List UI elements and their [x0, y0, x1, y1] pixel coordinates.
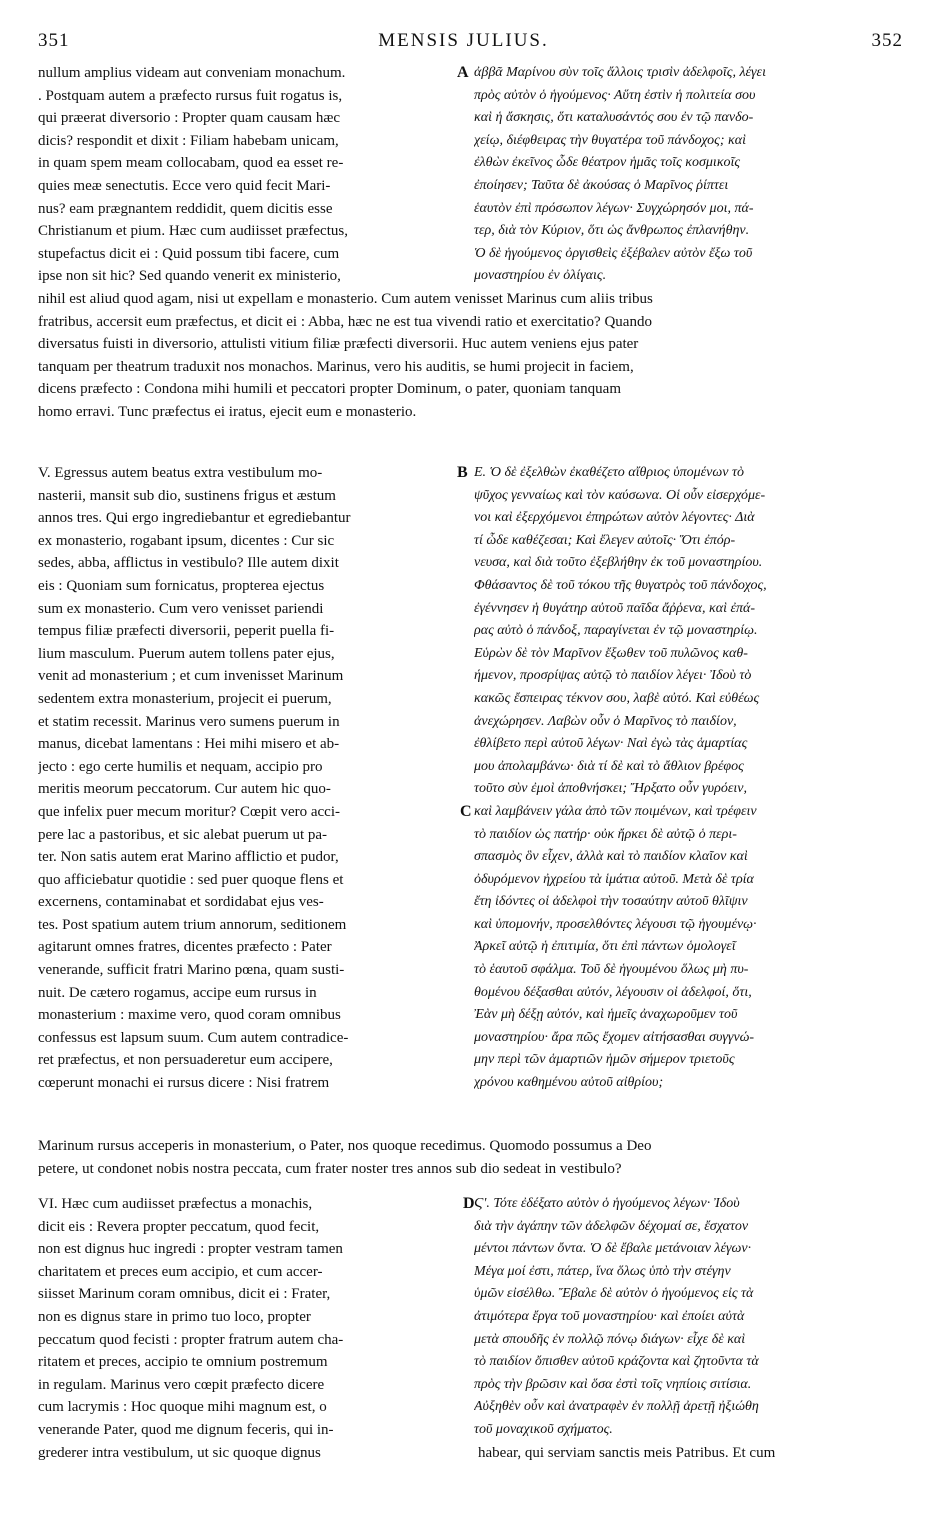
- text-line: πρὸς αὐτὸν ὁ ἡγούμενος· Αὕτη ἐστὶν ἡ πολιτεία σου: [474, 87, 756, 103]
- text-line: Φθάσαντος δὲ τοῦ τόκου τῆς θυγατρὸς τοῦ πάνδοχος,: [474, 577, 767, 593]
- text-line: ἀνεχώρησεν. Λαβὼν οὖν ὁ Μαρῖνος τὸ παιδίον,: [474, 713, 737, 729]
- text-line: Marinum rursus acceperis in monasterium, o Pater, nos quoque recedimus. Quomodo possumus a Deo: [38, 1138, 652, 1154]
- text-line: καὶ ἡ ἄσκησις, ὅτι καταλυσάντός σου ἐν τῷ πανδο-: [474, 110, 754, 126]
- text-line: non est dignus huc ingredi : propter vestram tamen: [38, 1241, 343, 1258]
- text-line: ex monasterio, rogabant ipsum, dicentes : Cur sic: [38, 532, 335, 549]
- margin-marker-d: D: [463, 1195, 475, 1212]
- full-width-text-2: [38, 1135, 908, 1180]
- text-line: venerande, sufficit fratri Marino pœna, quam susti-: [38, 962, 345, 979]
- greek-column-1: [474, 62, 910, 288]
- text-line: ήμενον, προσρίψας αὐτῷ τὸ παιδίον λέγει· Ἰδοὺ τὸ: [474, 668, 752, 684]
- text-line: ἐποίησεν; Ταῦτα δὲ ἀκούσας ὁ Μαρῖνος ῥίπτει: [474, 177, 729, 193]
- text-line: ἐλθὼν ἐκεῖνος ὧδε θέατρον ἡμᾶς τοῖς κοσμικοῖς: [474, 155, 741, 171]
- margin-marker-a: A: [457, 64, 469, 81]
- latin-column-2: [38, 462, 458, 1095]
- text-line: monasterium : maxime vero, quod coram omnibus: [38, 1007, 341, 1024]
- text-line: diversatus fuisti in diversorio, attulisti vitium filiæ præfecti diversorii. Huc autem veniens ejus pater: [38, 336, 639, 353]
- text-line: annos tres. Qui ergo ingrediebantur et egrediebantur: [38, 510, 351, 527]
- text-line: μου ἀπολαμβάνω· διὰ τί δὲ καὶ τὸ ἄθλιον βρέφος: [474, 758, 744, 774]
- text-line: siisset Marinum coram omnibus, dicit ei : Frater,: [38, 1286, 331, 1303]
- text-line: dicens præfecto : Condona mihi humili et peccatori propter Dominum, o pater, quoniam tanquam: [38, 381, 622, 398]
- text-line: Ϛ'. Τότε ἐδέξατο αὐτὸν ὁ ἡγούμενος λέγων· Ἰδοὺ: [474, 1196, 740, 1211]
- text-line: excernens, contaminabat et sordidabat ejus ves-: [38, 894, 324, 911]
- text-line: μην περὶ τῶν ἁμαρτιῶν ἡμῶν σήμερον τριετοῦς: [474, 1052, 735, 1068]
- page-number-right: 352: [871, 30, 903, 51]
- text-line: cœperunt monachi ei rursus dicere : Nisi fratrem: [38, 1075, 330, 1092]
- text-line: θομένου δέξασθαι αὐτόν, λέγουσιν οἱ ἀδελφοί, ὅτι,: [474, 984, 752, 1000]
- text-line: sum ex monasterio. Cum vero venisset pariendi: [38, 600, 324, 617]
- text-line: μοναστηρίου· ἄρα πῶς ἔχομεν αἰτήσασθαι συγγνώ-: [474, 1029, 755, 1045]
- text-line: Ε. Ὁ δὲ ἐξελθὼν ἐκαθέζετο αἴθριος ὑπομένων τὸ: [474, 465, 745, 480]
- text-line: ἐθλίβετο περὶ αὐτοῦ λέγων· Ναὶ ἐγὼ τὰς ἁμαρτίας: [474, 736, 748, 752]
- text-line: ritatem et preces, accipio te omnium postremum: [38, 1354, 328, 1371]
- text-line: venerande Pater, quod me dignum feceris, qui in-: [38, 1421, 334, 1438]
- text-line: νευσα, καὶ διὰ τοῦτο ἐξεβλήθην ἐκ τοῦ μοναστηρίου.: [474, 555, 763, 571]
- text-line: κακῶς ἔσπειρας τέκνον σου, λαβὲ αὐτό. Καὶ εὐθέως: [474, 690, 760, 706]
- text-line: ὑμῶν εἰσέλθω. Ἔβαλε δὲ αὐτὸν ὁ ἡγούμενος εἰς τὰ: [474, 1286, 754, 1302]
- text-line: ἀτιμότερα ἔργα τοῦ μοναστηρίου· καὶ ἐποίει αὐτὰ: [474, 1308, 745, 1324]
- text-line: χείῳ, διέφθειρας τὴν θυγατέρα τοῦ πάνδοχος; καὶ: [474, 132, 746, 148]
- running-title: MENSIS JULIUS.: [378, 30, 549, 51]
- text-line: πρὸς τὴν βρῶσιν καὶ ὅσα ἐστὶ τοῖς νηπίοις σιτίσια.: [474, 1376, 752, 1392]
- text-line: quo afficiebatur quotidie : sed puer quoque flens et: [38, 871, 344, 888]
- text-line: nuit. De cætero rogamus, accipe eum rursus in: [38, 984, 317, 1001]
- text-line: tes. Post spatium autem trium annorum, seditionem: [38, 916, 347, 933]
- text-line: qui præerat diversorio : Propter quam causam hæc: [38, 110, 341, 127]
- text-line: τὸ παιδίον ὄπισθεν αὐτοῦ κράζοντα καὶ ζητοῦντα τὰ: [474, 1354, 759, 1370]
- text-line: VI. Hæc cum audiisset præfectus a monachis,: [38, 1196, 313, 1212]
- text-line: χρόνου καθημένου αὐτοῦ αἰθρίου;: [474, 1075, 664, 1091]
- text-line: nasterii, mansit sub dio, sustinens frigus et æstum: [38, 487, 336, 504]
- greek-column-2: [474, 462, 910, 1095]
- text-line: lium masculum. Puerum autem tollens pater ejus,: [38, 645, 335, 662]
- text-line: μέντοι πάντων ὄντα. Ὁ δὲ ἔβαλε μετάνοιαν λέγων·: [474, 1241, 752, 1257]
- text-line: dicit eis : Revera propter peccatum, quod fecit,: [38, 1218, 320, 1235]
- text-line: καὶ ὑπομονήν, προσελθόντες λέγουσι τῷ ἡγουμένῳ·: [474, 916, 757, 932]
- text-line: sedes, abba, afflictus in vestibulo? Ille autem dixit: [38, 555, 339, 572]
- text-line: τοῦ μοναχικοῦ σχήματος.: [474, 1421, 613, 1437]
- text-line: confessus est lapsum suum. Cum autem contradice-: [38, 1029, 349, 1046]
- text-line: que infelix puer mecum moritur? Cœpit vero acci-: [38, 803, 340, 820]
- text-line: dicis? respondit et dixit : Filiam habebam unicam,: [38, 132, 339, 149]
- text-line: Ἐὰν μὴ δέξῃ αὐτόν, καὶ ἡμεῖς ἀναχωροῦμεν τοῦ: [474, 1007, 738, 1023]
- text-line: tanquam per theatrum traduxit nos monachos. Marinus, vero his auditis, se humi projecit in faciem,: [38, 358, 634, 375]
- text-line: ἀββᾶ Μαρίνου σὺν τοῖς ἄλλοις τρισὶν ἀδελφοῖς, λέγει: [474, 65, 766, 80]
- text-line: non es dignus stare in primo tuo loco, propter: [38, 1308, 311, 1325]
- full-width-text-1: [38, 288, 908, 424]
- text-line: τὸ ἑαυτοῦ σφάλμα. Τοῦ δὲ ἡγουμένου ὅλως μὴ πυ-: [474, 962, 749, 978]
- text-line: ret præfectus, et non persuaderetur eum accipere,: [38, 1052, 333, 1069]
- text-line: ὀδυρόμενον ἠχρείου τὰ ἱμάτια αὐτοῦ. Μετὰ δὲ τρία: [474, 871, 754, 887]
- text-line: jecto : ego certe humilis et nequam, accipio pro: [38, 758, 323, 775]
- latin-column-3: [38, 1193, 458, 1464]
- text-line: τί ὧδε καθέζεσαι; Καὶ ἔλεγεν αὐτοῖς· Ὅτι ἐπόρ-: [474, 532, 736, 548]
- text-line: Ὁ δὲ ἡγούμενος ὀργισθεὶς ἐξέβαλεν αὐτὸν ἔξω τοῦ: [474, 245, 753, 261]
- text-line: et statim recessit. Marinus vero sumens puerum in: [38, 713, 340, 730]
- text-line: in regulam. Marinus vero cœpit præfecto dicere: [38, 1376, 325, 1393]
- text-line: διὰ τὴν ἀγάπην τῶν ἀδελφῶν δέχομαί σε, ἔσχατον: [474, 1218, 749, 1234]
- text-line: ipse non sit hic? Sed quando venerit ex ministerio,: [38, 268, 341, 285]
- text-line: . Postquam autem a præfecto rursus fuit rogatus is,: [38, 87, 343, 104]
- text-line: nullum amplius videam aut conveniam monachum.: [38, 65, 346, 81]
- text-line: pere lac a pastoribus, et sic alebat puerum ut pa-: [38, 826, 328, 843]
- text-line: homo erravi. Tunc præfectus ei iratus, ejecit eum e monasterio.: [38, 403, 417, 420]
- text-line: τὸ παιδίον ὡς πατήρ· οὐκ ἤρκει δὲ αὐτῷ ὁ περι-: [474, 826, 737, 842]
- text-line: fratribus, accersit eum præfectus, et dicit ei : Abba, hæc ne est tua vivendi ratio et exercitatio? Quando: [38, 313, 652, 330]
- text-line: ψῦχος γενναίως καὶ τὸν καύσωνα. Οἱ οὖν εἰσερχόμε-: [474, 487, 766, 503]
- text-line: tempus filiæ præfecti diversorii, peperit puella fi-: [38, 623, 335, 640]
- text-line: ἑαυτὸν ἐπὶ πρόσωπον λέγων· Συγχώρησόν μοι, πά-: [474, 200, 754, 216]
- text-line: in quam spem meam collocabam, quod ea esset re-: [38, 155, 344, 172]
- text-line: τοῦτο σὺν ἐμοὶ ἀποθνήσκει; Ἤρξατο οὖν γυρόειν,: [474, 781, 747, 797]
- text-line: Μέγα μοί ἐστι, πάτερ, ἵνα ὅλως ὑπὸ τὴν στέγην: [474, 1263, 731, 1279]
- text-line: eis : Quoniam sum fornicatus, propterea ejectus: [38, 577, 325, 594]
- text-line: grederer intra vestibulum, ut sic quoque dignus: [38, 1444, 321, 1461]
- text-line: σπασμὸς ὃν εἶχεν, ἀλλὰ καὶ τὸ παιδίον κλαῖον καὶ: [474, 849, 748, 865]
- text-line: agitarunt omnes fratres, dicentes præfecto : Pater: [38, 939, 332, 956]
- text-line: Ἀρκεῖ αὐτῷ ἡ ἐπιτιμία, ὅτι ἐπὶ πάντων ὁμολογεῖ: [474, 939, 736, 955]
- greek-column-3-tail: [478, 1442, 908, 1465]
- text-line: Αὐξηθὲν οὖν καὶ ἀνατραφὲν ἐν πολλῇ ἀρετῇ ἠξιώθη: [474, 1399, 759, 1415]
- text-line: μοναστηρίου ἐν ὀλίγαις.: [474, 268, 607, 284]
- text-line: habear, qui serviam sanctis meis Patribus. Et cum: [478, 1444, 776, 1461]
- text-line: stupefactus dicit ei : Quid possum tibi facere, cum: [38, 245, 340, 262]
- text-line: manus, dicebat lamentans : Hei mihi misero et ab-: [38, 736, 340, 753]
- text-line: peccatum quod fecisti : propter fratrum autem cha-: [38, 1331, 344, 1348]
- text-line: Εὑρὼν δὲ τὸν Μαρῖνον ἔξωθεν τοῦ πυλῶνος καθ-: [474, 645, 748, 661]
- text-line: V. Egressus autem beatus extra vestibulum mo-: [38, 465, 323, 481]
- text-line: καὶ λαμβάνειν γάλα ἀπὸ τῶν ποιμένων, καὶ τρέφειν: [474, 803, 757, 819]
- text-line: petere, ut condonet nobis nostra peccata, cum frater noster tres annos sub dio sedeat in vestibulo?: [38, 1160, 622, 1177]
- text-line: ρας αὐτὸ ὁ πάνδοξ, παραγίνεται ἐν τῷ μοναστηρίῳ.: [474, 623, 758, 639]
- text-line: nihil est aliud quod agam, nisi ut expellam e monasterio. Cum autem venisset Marinus cum aliis tribus: [38, 291, 653, 307]
- page-number-left: 351: [38, 30, 70, 51]
- text-line: Christianum et pium. Hæc cum audiisset præfectus,: [38, 223, 348, 240]
- text-line: ἐγέννησεν ἡ θυγάτηρ αὐτοῦ παῖδα ἄῤῥενα, καὶ ἐπά-: [474, 600, 756, 616]
- latin-column-1: [38, 62, 458, 288]
- text-line: nus? eam prægnantem reddidit, quem dicitis esse: [38, 200, 333, 217]
- text-line: ἔτη ἰδόντες οἱ ἀδελφοὶ τὴν τοσαύτην αὐτοῦ θλῖψιν: [474, 894, 748, 910]
- text-line: venit ad monasterium ; et cum invenisset Marinum: [38, 668, 344, 685]
- text-line: τερ, διὰ τὸν Κύριον, ὅτι ὡς ἄνθρωπος ἐπλανήθην.: [474, 223, 750, 239]
- text-line: charitatem et preces eum accipio, et cum accer-: [38, 1263, 323, 1280]
- text-line: meritis meorum peccatorum. Cur autem hic quo-: [38, 781, 331, 798]
- margin-marker-b: B: [457, 464, 468, 481]
- text-line: quies meæ senectutis. Ecce vero quid fecit Mari-: [38, 177, 331, 194]
- text-line: μετὰ σπουδῆς ἐν πολλῷ πόνῳ διάγων· εἶχε δὲ καὶ: [474, 1331, 746, 1347]
- margin-marker-c: C: [460, 803, 472, 820]
- text-line: νοι καὶ ἐξερχόμενοι ἐπηρώτων αὐτὸν λέγοντες· Διὰ: [474, 510, 755, 526]
- text-line: cum lacrymis : Hoc quoque mihi magnum est, o: [38, 1399, 327, 1416]
- text-line: ter. Non satis autem erat Marino afflictio et pudor,: [38, 849, 339, 866]
- text-line: sedentem extra monasterium, projecit ei puerum,: [38, 690, 332, 707]
- greek-column-3: [474, 1193, 910, 1442]
